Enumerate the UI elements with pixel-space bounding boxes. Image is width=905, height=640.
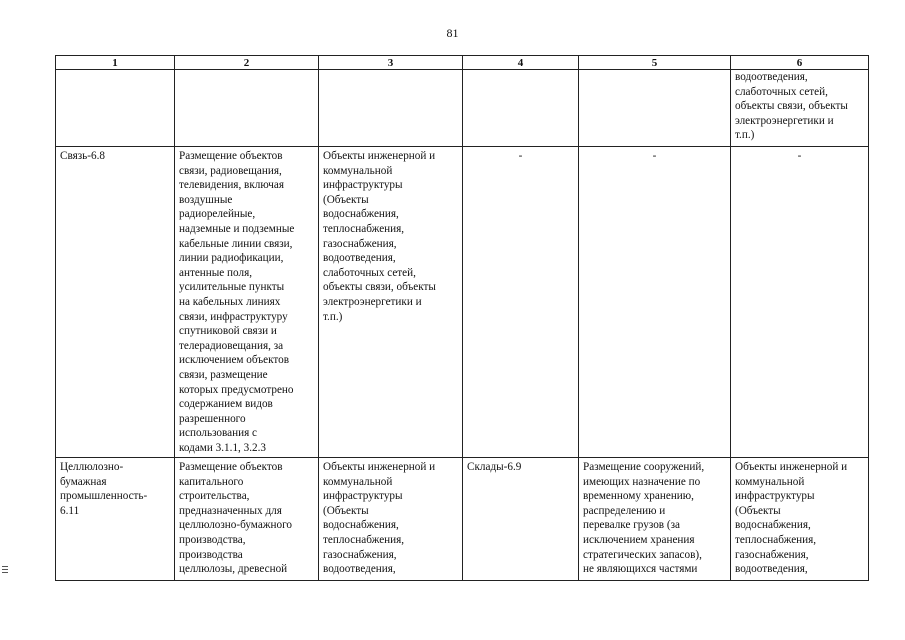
cell-text-line: телевидения, включая [179,179,285,192]
cell-cellulose-description [175,458,319,581]
cell-text-line: коммунальной [323,164,393,177]
table-row-svyaz [56,147,869,458]
cell-text-line: использования с [179,427,258,440]
cell-text-line: слаботочных сетей, [735,85,828,98]
header-col-6: 6 [731,56,869,70]
cell-svyaz-col4: - [463,147,579,458]
page-number: 81 [446,26,459,40]
cell-text-line: водоотведения, [323,252,396,265]
cell-text-line: инфраструктуры [735,490,815,503]
cell-text-line: коммунальной [323,475,393,488]
cell-cont-col6 [731,70,869,147]
cell-cont-col5 [579,70,731,147]
cell-cellulose-conditional-text [467,460,574,578]
cell-cellulose-conditional-description [579,458,731,581]
header-col-4: 4 [463,56,579,70]
cell-text-line: производства [179,548,243,561]
cell-text-line: теплоснабжения, [323,222,405,235]
margin-scan-mark [2,566,8,575]
cell-text-line: промышленность- [60,490,148,503]
cell-cellulose-auxiliary [319,458,463,581]
cell-text-line: антенные поля, [179,266,253,279]
cell-text-line: инфраструктуры [323,179,403,192]
cell-text-line: водоснабжения, [323,208,399,221]
cell-text-line: 6.11 [60,504,80,517]
header-col-2: 2 [175,56,319,70]
cell-text-line: Объекты инженерной и [323,461,436,473]
cell-cellulose-description-text [179,460,314,578]
cell-text-line: инфраструктуры [323,490,403,503]
cell-text-line: объекты связи, объекты [323,281,436,294]
cell-text-line: слаботочных сетей, [323,266,416,279]
cell-text-line: исключением объектов [179,354,289,367]
land-use-table-container [55,55,868,581]
cell-text-line: объекты связи, объекты [735,100,848,113]
header-col-3: 3 [319,56,463,70]
cell-text-line: электроэнергетики и [323,295,422,308]
cell-text-line: Объекты инженерной и [735,461,848,473]
cell-text-line: линии радиофикации, [179,252,284,265]
header-col-1: 1 [56,56,175,70]
cell-text-line: которых предусмотрено [179,383,294,396]
cell-text-line: воздушные [179,193,233,206]
cell-text-line: Размещение сооружений, [583,461,705,473]
cell-text-line: газоснабжения, [735,548,809,561]
cell-cont-col1 [56,70,175,147]
land-use-table [55,55,869,581]
cell-text-line: связи, инфраструктуру [179,310,288,323]
cell-text-line: (Объекты [323,193,369,206]
cell-text-line: связи, размещение [179,368,268,381]
cell-text-line: Размещение объектов [179,461,283,473]
header-col-5: 5 [579,56,731,70]
cell-svyaz-description [175,147,319,458]
cell-text-line: бумажная [60,475,107,488]
cell-cellulose-conditional [463,458,579,581]
cell-text-line: теплоснабжения, [323,533,405,546]
cell-text-line: коммунальной [735,475,805,488]
cell-text-line: содержанием видов [179,398,273,411]
cell-svyaz-col5: - [579,147,731,458]
cell-text-line: теплоснабжения, [735,533,817,546]
cell-text-line: предназначенных для [179,504,282,517]
cell-text-line: газоснабжения, [323,548,397,561]
cell-text-line: Целлюлозно- [60,461,124,473]
cell-cont-col4 [463,70,579,147]
cell-text-line: Склады-6.9 [467,461,522,473]
cell-text-line: распределению и [583,504,666,517]
cell-text-line: радиорелейные, [179,208,256,221]
cell-svyaz-col6: - [731,147,869,458]
cell-text-line: на кабельных линиях [179,295,281,308]
cell-text-line: усилительные пункты [179,281,285,294]
cell-text-line: кабельные линии связи, [179,237,293,250]
cell-text-line: производства, [179,533,246,546]
cell-text-line: (Объекты [323,504,369,517]
cell-text-line: разрешенного [179,412,246,425]
cell-text-line: временному хранению, [583,490,694,503]
cell-text-line: строительства, [179,490,250,503]
cell-cont-col3 [319,70,463,147]
cell-cellulose-conditional-auxiliary [731,458,869,581]
cell-text-line: капитального [179,475,244,488]
table-row-continuation [56,70,869,147]
cell-text-line: надземные и подземные [179,222,295,235]
cell-text-line: целлюлозно-бумажного [179,519,292,532]
cell-text-line: водоснабжения, [323,519,399,532]
cell-cellulose-auxiliary-text [323,460,458,578]
cell-cellulose-name [56,458,175,581]
cell-text-line: связи, радиовещания, [179,164,282,177]
cell-text-line: газоснабжения, [323,237,397,250]
table-row-cellulose [56,458,869,581]
cell-text-line: стратегических запасов), [583,548,702,561]
cell-text-line: Объекты инженерной и [323,150,436,162]
cell-svyaz-name [56,147,175,458]
cell-text-line: т.п.) [735,129,755,142]
cell-text-line: электроэнергетики и [735,114,834,127]
cell-cellulose-name-text [60,460,170,578]
cell-cont-col2 [175,70,319,147]
cell-svyaz-auxiliary [319,147,463,458]
cell-cellulose-conditional-auxiliary-text [735,460,864,578]
cell-text-line: не являющихся частями [583,563,698,576]
header-row [56,56,869,70]
cell-text-line: кодами 3.1.1, 3.2.3 [179,441,267,454]
cell-text-line: Размещение объектов [179,150,283,162]
cell-text-line: водоснабжения, [735,519,811,532]
cell-text-line: Связь-6.8 [60,150,105,162]
cell-text-line: целлюлозы, древесной [179,563,288,576]
cell-text-line: водоотведения, [735,71,808,83]
cell-text-line: перевалке грузов (за [583,519,680,532]
cell-text-line: (Объекты [735,504,781,517]
cell-text-line: водоотведения, [735,563,808,576]
cell-text-line: исключением хранения [583,533,695,546]
cell-text-line: спутниковой связи и [179,325,277,338]
cell-text-line: телерадиовещания, за [179,339,284,352]
cell-text-line: т.п.) [323,310,343,323]
cell-text-line: водоотведения, [323,563,396,576]
cell-text-line: имеющих назначение по [583,475,701,488]
cell-cellulose-conditional-description-text [583,460,726,578]
